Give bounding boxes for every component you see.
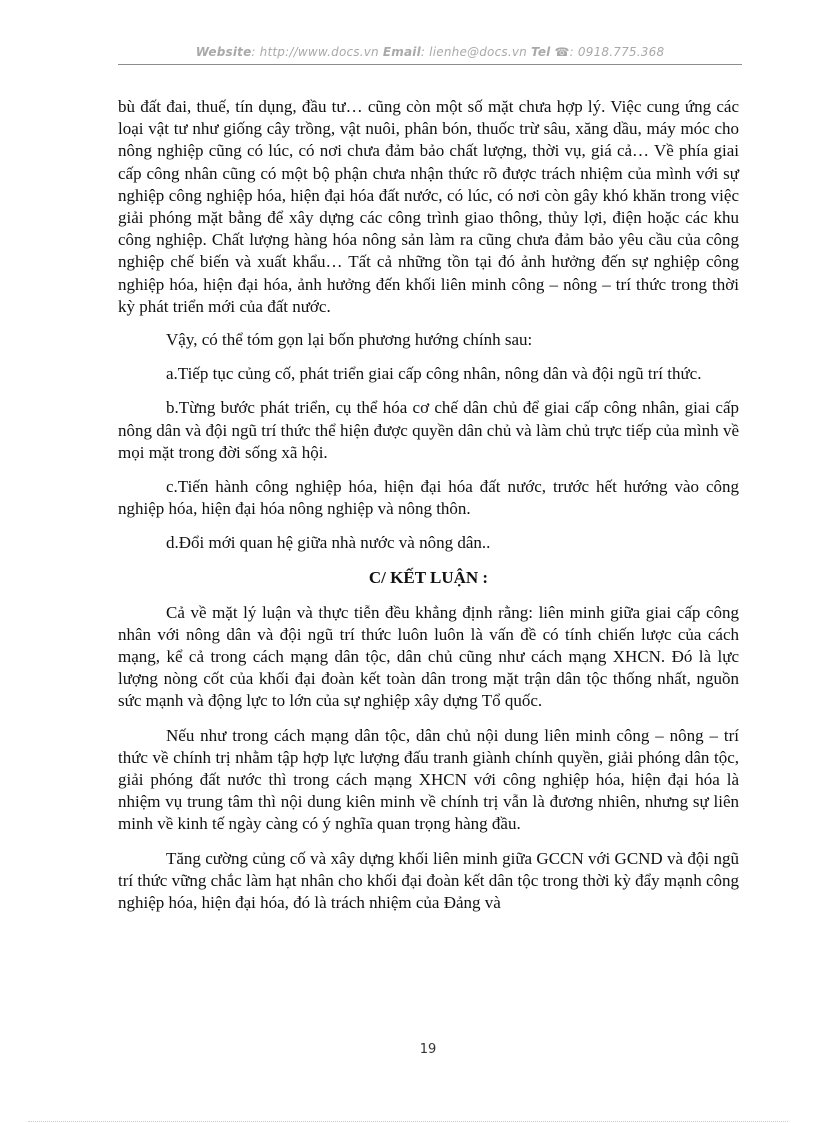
- section-heading-conclusion: C/ KẾT LUẬN :: [368, 567, 489, 587]
- list-item-d: d.Đổi mới quan hệ giữa nhà nước và nông dân..: [166, 533, 491, 553]
- website-label: Website: [195, 45, 252, 59]
- email-label: Email: [382, 45, 421, 59]
- list-item-b: b.Từng bước phát triển, cụ thể hóa cơ chế dân chủ để giai cấp công nhân, giai cấp nông dân và đội ngũ trí thức thể hiện được quyền dân chủ và làm chủ trực tiếp của mình về mọi mặt trong đời sống xã hội.: [118, 398, 739, 462]
- list-item-a: a.Tiếp tục củng cố, phát triển giai cấp công nhân, nông dân và đội ngũ trí thức.: [166, 364, 702, 384]
- page-header: [118, 45, 742, 59]
- page-number: 19: [419, 1042, 437, 1057]
- paragraph-continuation: bù đất đai, thuế, tín dụng, đầu tư… cũng còn một số mặt chưa hợp lý. Việc cung ứng các loại vật tư như giống cây trồng, vật nuôi, phân bón, thuốc trừ sâu, xăng dầu, máy móc cho nông nghiệp cũng có lúc, có nơi chưa đảm bảo chất lượng, thời vụ, giá cả… Về phía giai cấp công nhân cũng có một bộ phận chưa nhận thức rõ được trách nhiệm của mình với sự nghiệp công nghiệp hóa, hiện đại hóa đất nước, có lúc, có nơi còn gây khó khăn trong việc giải phóng mặt bằng để xây dựng các công trình giao thông, thủy lợi, điện hoặc các khu công nghiệp. Chất lượng hàng hóa nông sản làm ra cũng chưa đảm bảo yêu cầu của công nghiệp chế biến và xuất khẩu… Tất cả những tồn tại đó ảnh hưởng đến sự nghiệp công nghiệp hóa, hiện đại hóa, ảnh hưởng đến khối liên minh công – nông – trí thức trong thời kỳ phát triển mới của đất nước.: [118, 97, 739, 316]
- list-item-c: c.Tiến hành công nghiệp hóa, hiện đại hóa đất nước, trước hết hướng vào công nghiệp hóa, hiện đại hóa nông nghiệp và nông thôn.: [118, 477, 739, 519]
- tel-value: : 0918.775.368: [569, 45, 665, 59]
- header-rule: [118, 64, 742, 65]
- paragraph-conclusion-3: Tăng cường củng cố và xây dựng khối liên minh giữa GCCN với GCND và đội ngũ trí thức vững chắc làm hạt nhân cho khối đại đoàn kết dân tộc trong thời kỳ đẩy mạnh công nghiệp hóa, hiện đại hóa, đó là trách nhiệm của Đảng và: [118, 848, 739, 913]
- page-bottom-border: [28, 1121, 788, 1122]
- paragraph-summary-intro: Vậy, có thể tóm gọn lại bốn phương hướng chính sau:: [166, 330, 533, 350]
- paragraph-conclusion-1: Cả về mặt lý luận và thực tiễn đều khẳng định rằng: liên minh giữa giai cấp công nhân với nông dân và đội ngũ trí thức luôn luôn là vấn đề có tính chiến lược của cách mạng, kể cả trong cách mạng dân tộc, dân chủ cũng như cách mạng XHCN. Đó là lực lượng nòng cốt của khối đại đoàn kết toàn dân trong mặt trận dân tộc thống nhất, nguồn sức mạnh và động lực to lớn của sự nghiệp xây dựng Tổ quốc.: [118, 602, 739, 711]
- tel-label: Tel: [530, 45, 551, 59]
- phone-icon: ☎: [554, 45, 570, 59]
- email-value: : lienhe@docs.vn: [420, 45, 527, 59]
- website-value: : http://www.docs.vn: [251, 45, 379, 59]
- paragraph-conclusion-2: Nếu như trong cách mạng dân tộc, dân chủ nội dung liên minh công – nông – trí thức về chính trị nhằm tập hợp lực lượng đấu tranh giành chính quyền, giải phóng dân tộc, giải phóng đất nước thì trong cách mạng XHCN với công nghiệp hóa, hiện đại hóa là nhiệm vụ trung tâm thì nội dung kiên minh về chính trị vẫn là đương nhiên, nhưng sự liên minh về kinh tế ngày càng có ý nghĩa quan trọng hàng đầu.: [118, 725, 739, 834]
- document-body: [118, 96, 739, 926]
